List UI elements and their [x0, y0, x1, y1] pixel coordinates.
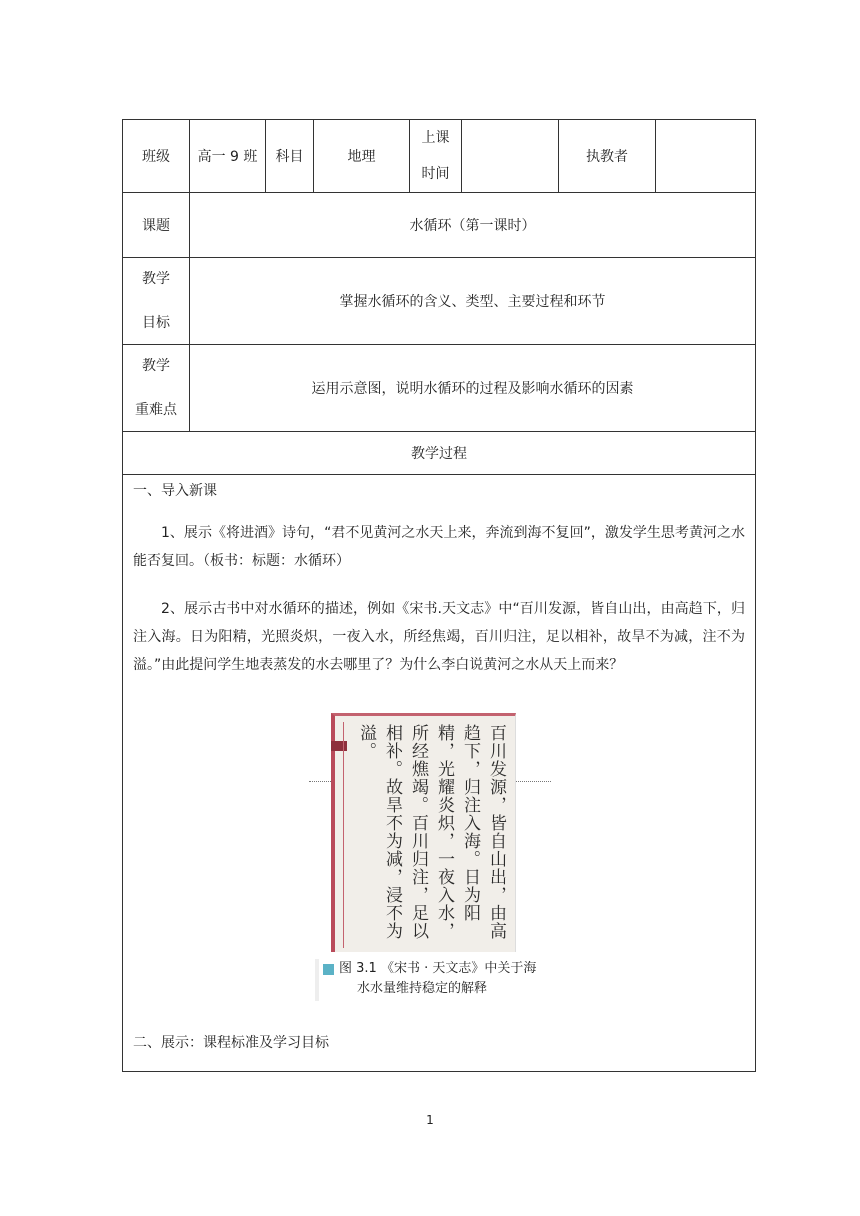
keypoints-row [123, 345, 756, 432]
topic-label: 课题 [123, 193, 190, 258]
page-number: 1 [426, 1113, 434, 1127]
dotted-line-right [511, 781, 551, 782]
teacher-value [656, 120, 756, 193]
keypoints-label-line1: 教学 [142, 358, 170, 374]
section-heading-standards: 二、展示：课程标准及学习目标 [133, 1035, 329, 1051]
topic-value: 水循环（第一课时） [190, 193, 756, 258]
caption-line-2: 水水量维持稳定的解释 [357, 981, 488, 996]
goal-label-line2: 目标 [142, 315, 170, 331]
process-body-row [123, 475, 756, 1072]
header-row [123, 120, 756, 193]
paragraph-poem: 1、展示《将进酒》诗句，“君不见黄河之水天上来，奔流到海不复回”，激发学生思考黄河之水能否复回。（板书：标题：水循环） [133, 525, 745, 569]
book-figure [315, 711, 561, 996]
class-time-label-line2: 时间 [421, 166, 450, 182]
class-value: 高一 9 班 [190, 120, 266, 193]
dotted-line-left [309, 781, 331, 782]
lesson-plan-table [122, 119, 756, 1072]
caption-square-icon [323, 964, 334, 975]
class-time-label-line1: 上课 [421, 130, 450, 146]
class-time-label [410, 120, 462, 193]
process-content [123, 475, 755, 1071]
subject-value: 地理 [314, 120, 410, 193]
keypoints-value: 运用示意图，说明水循环的过程及影响水循环的因素 [190, 345, 756, 432]
class-time-value [462, 120, 559, 193]
teacher-label: 执教者 [559, 120, 656, 193]
goal-label-line1: 教学 [142, 271, 170, 287]
process-title-row [123, 432, 756, 475]
book-vertical-text: 百川发源，皆自山出，由高趋下，归注入海。日为阳精，光耀炎炽，一夜入水，所经燋竭。百川归注，足以相补。故旱不为减，浸不为溢。 [356, 724, 506, 940]
caption-line-1: 图 3.1 《宋书 · 天文志》中关于海 [339, 961, 537, 976]
goal-label [123, 258, 190, 345]
keypoints-label-line2: 重难点 [135, 402, 177, 418]
subject-label: 科目 [266, 120, 314, 193]
goal-row [123, 258, 756, 345]
keypoints-label [123, 345, 190, 432]
topic-row [123, 193, 756, 258]
paragraph-ancient-text: 2、展示古书中对水循环的描述，例如《宋书.天文志》中“百川发源，皆自山出，由高趋下，归注入海。日为阳精，光照炎炽，一夜入水，所经焦竭，百川归注，足以相补，故旱不为减，注不为溢。”由此提问学生地表蒸发的水去哪里了？为什么李白说黄河之水从天上而来？ [133, 601, 745, 673]
book-page-image [331, 713, 516, 952]
class-label: 班级 [123, 120, 190, 193]
section-heading-intro: 一、导入新课 [133, 483, 217, 499]
process-body [123, 475, 756, 1072]
goal-value: 掌握水循环的含义、类型、主要过程和环节 [190, 258, 756, 345]
process-title: 教学过程 [123, 432, 756, 475]
caption-strip [315, 959, 319, 1001]
